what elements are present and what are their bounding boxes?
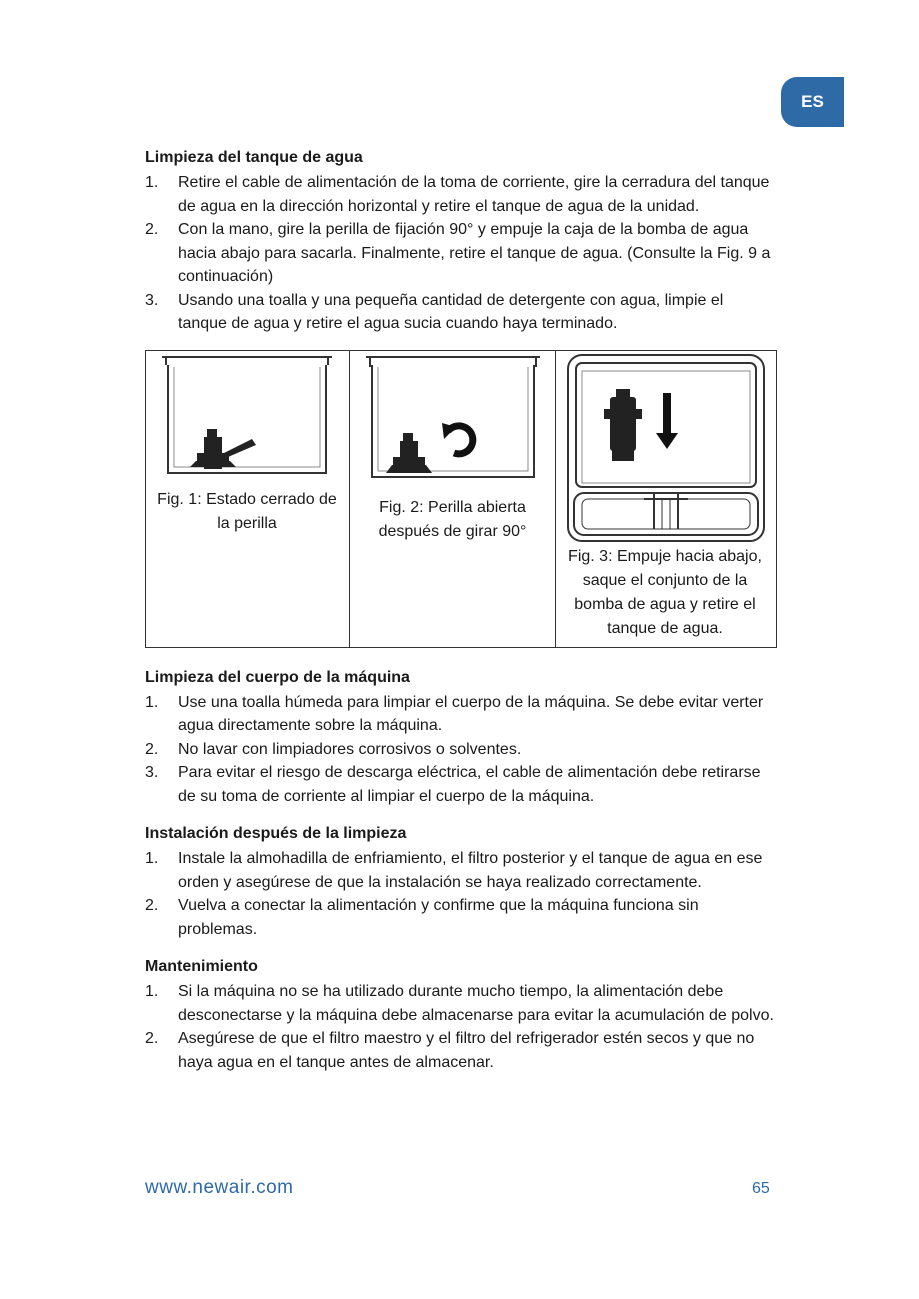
item-text: Vuelva a conectar la alimentación y confirme que la máquina funciona sin problemas. [178, 897, 699, 938]
list-item [145, 1027, 775, 1074]
step-list [145, 691, 775, 809]
figure-2-caption: Fig. 2: Perilla abierta después de girar 90° [378, 498, 527, 540]
item-number: 3. [145, 764, 159, 781]
item-text: Retire el cable de alimentación de la toma de corriente, gire la cerradura del tanque de agua en la dirección horizontal y retire el tanque de agua de la unidad. [178, 174, 770, 215]
item-number: 2. [145, 221, 159, 238]
list-item [145, 171, 775, 218]
list-item [145, 738, 775, 762]
page-content [145, 146, 775, 1088]
item-text: Asegúrese de que el filtro maestro y el filtro del refrigerador estén secos y que no haya agua en el tanque antes de almacenar. [178, 1030, 755, 1071]
figure-cell-1 [146, 351, 349, 647]
item-number: 2. [145, 740, 159, 758]
section-title: Instalación después de la limpieza [145, 825, 407, 842]
pump-removal-illustration [560, 353, 772, 545]
item-text: Instale la almohadilla de enfriamiento, el filtro posterior y el tanque de agua en ese orden y asegúrese de que la instalación se haya realizado correctamente. [178, 850, 763, 891]
list-item [145, 980, 775, 1027]
step-list [145, 980, 775, 1074]
item-text: Con la mano, gire la perilla de fijación 90° y empuje la caja de la bomba de agua hacia abajo para sacarla. Finalmente, retire el tanque de agua. (Consulte la Fig. 9 a continuación) [178, 221, 771, 285]
list-item [145, 218, 775, 289]
item-number: 1. [145, 693, 159, 711]
section-maintenance [145, 955, 775, 1074]
item-number: 2. [145, 897, 159, 914]
figure-table [145, 350, 777, 648]
figure-3-caption: Fig. 3: Empuje hacia abajo, saque el conjunto de la bomba de agua y retire el tanque de agua. [568, 547, 762, 637]
footer-url: www.newair.com [145, 1177, 294, 1198]
figure-cell-3 [555, 351, 776, 647]
section-installation [145, 822, 775, 941]
section-body-cleaning [145, 666, 775, 809]
figure-cell-2 [349, 351, 555, 647]
section-title: Limpieza del cuerpo de la máquina [145, 668, 410, 686]
item-number: 3. [145, 291, 159, 309]
tank-closed-knob-illustration [152, 353, 342, 483]
item-number: 2. [145, 1030, 159, 1047]
item-text: Si la máquina no se ha utilizado durante mucho tiempo, la alimentación debe desconectarse y la máquina debe almacenarse para evitar la acumulación de polvo. [178, 983, 774, 1024]
step-list [145, 847, 775, 941]
item-number: 1. [145, 174, 159, 191]
item-text: Use una toalla húmeda para limpiar el cuerpo de la máquina. Se debe evitar verter agua directamente sobre la máquina. [178, 693, 764, 734]
tank-open-knob-illustration [356, 353, 548, 483]
language-tab: ES [781, 77, 844, 127]
item-text: No lavar con limpiadores corrosivos o solventes. [178, 740, 522, 758]
section-tank-cleaning [145, 146, 775, 336]
page-number: 65 [752, 1180, 770, 1197]
item-number: 1. [145, 850, 159, 867]
list-item [145, 289, 775, 336]
figure-1-caption: Fig. 1: Estado cerrado de la perilla [157, 490, 337, 532]
list-item [145, 691, 775, 738]
list-item [145, 894, 775, 941]
list-item [145, 761, 775, 808]
step-list [145, 171, 775, 336]
item-text: Usando una toalla y una pequeña cantidad de detergente con agua, limpie el tanque de agua y retire el agua sucia cuando haya terminado. [178, 291, 724, 332]
list-item [145, 847, 775, 894]
item-number: 1. [145, 983, 159, 1000]
section-title: Limpieza del tanque de agua [145, 149, 363, 166]
section-title: Mantenimiento [145, 958, 258, 975]
item-text: Para evitar el riesgo de descarga eléctrica, el cable de alimentación debe retirarse de su toma de corriente al limpiar el cuerpo de la máquina. [178, 764, 761, 805]
